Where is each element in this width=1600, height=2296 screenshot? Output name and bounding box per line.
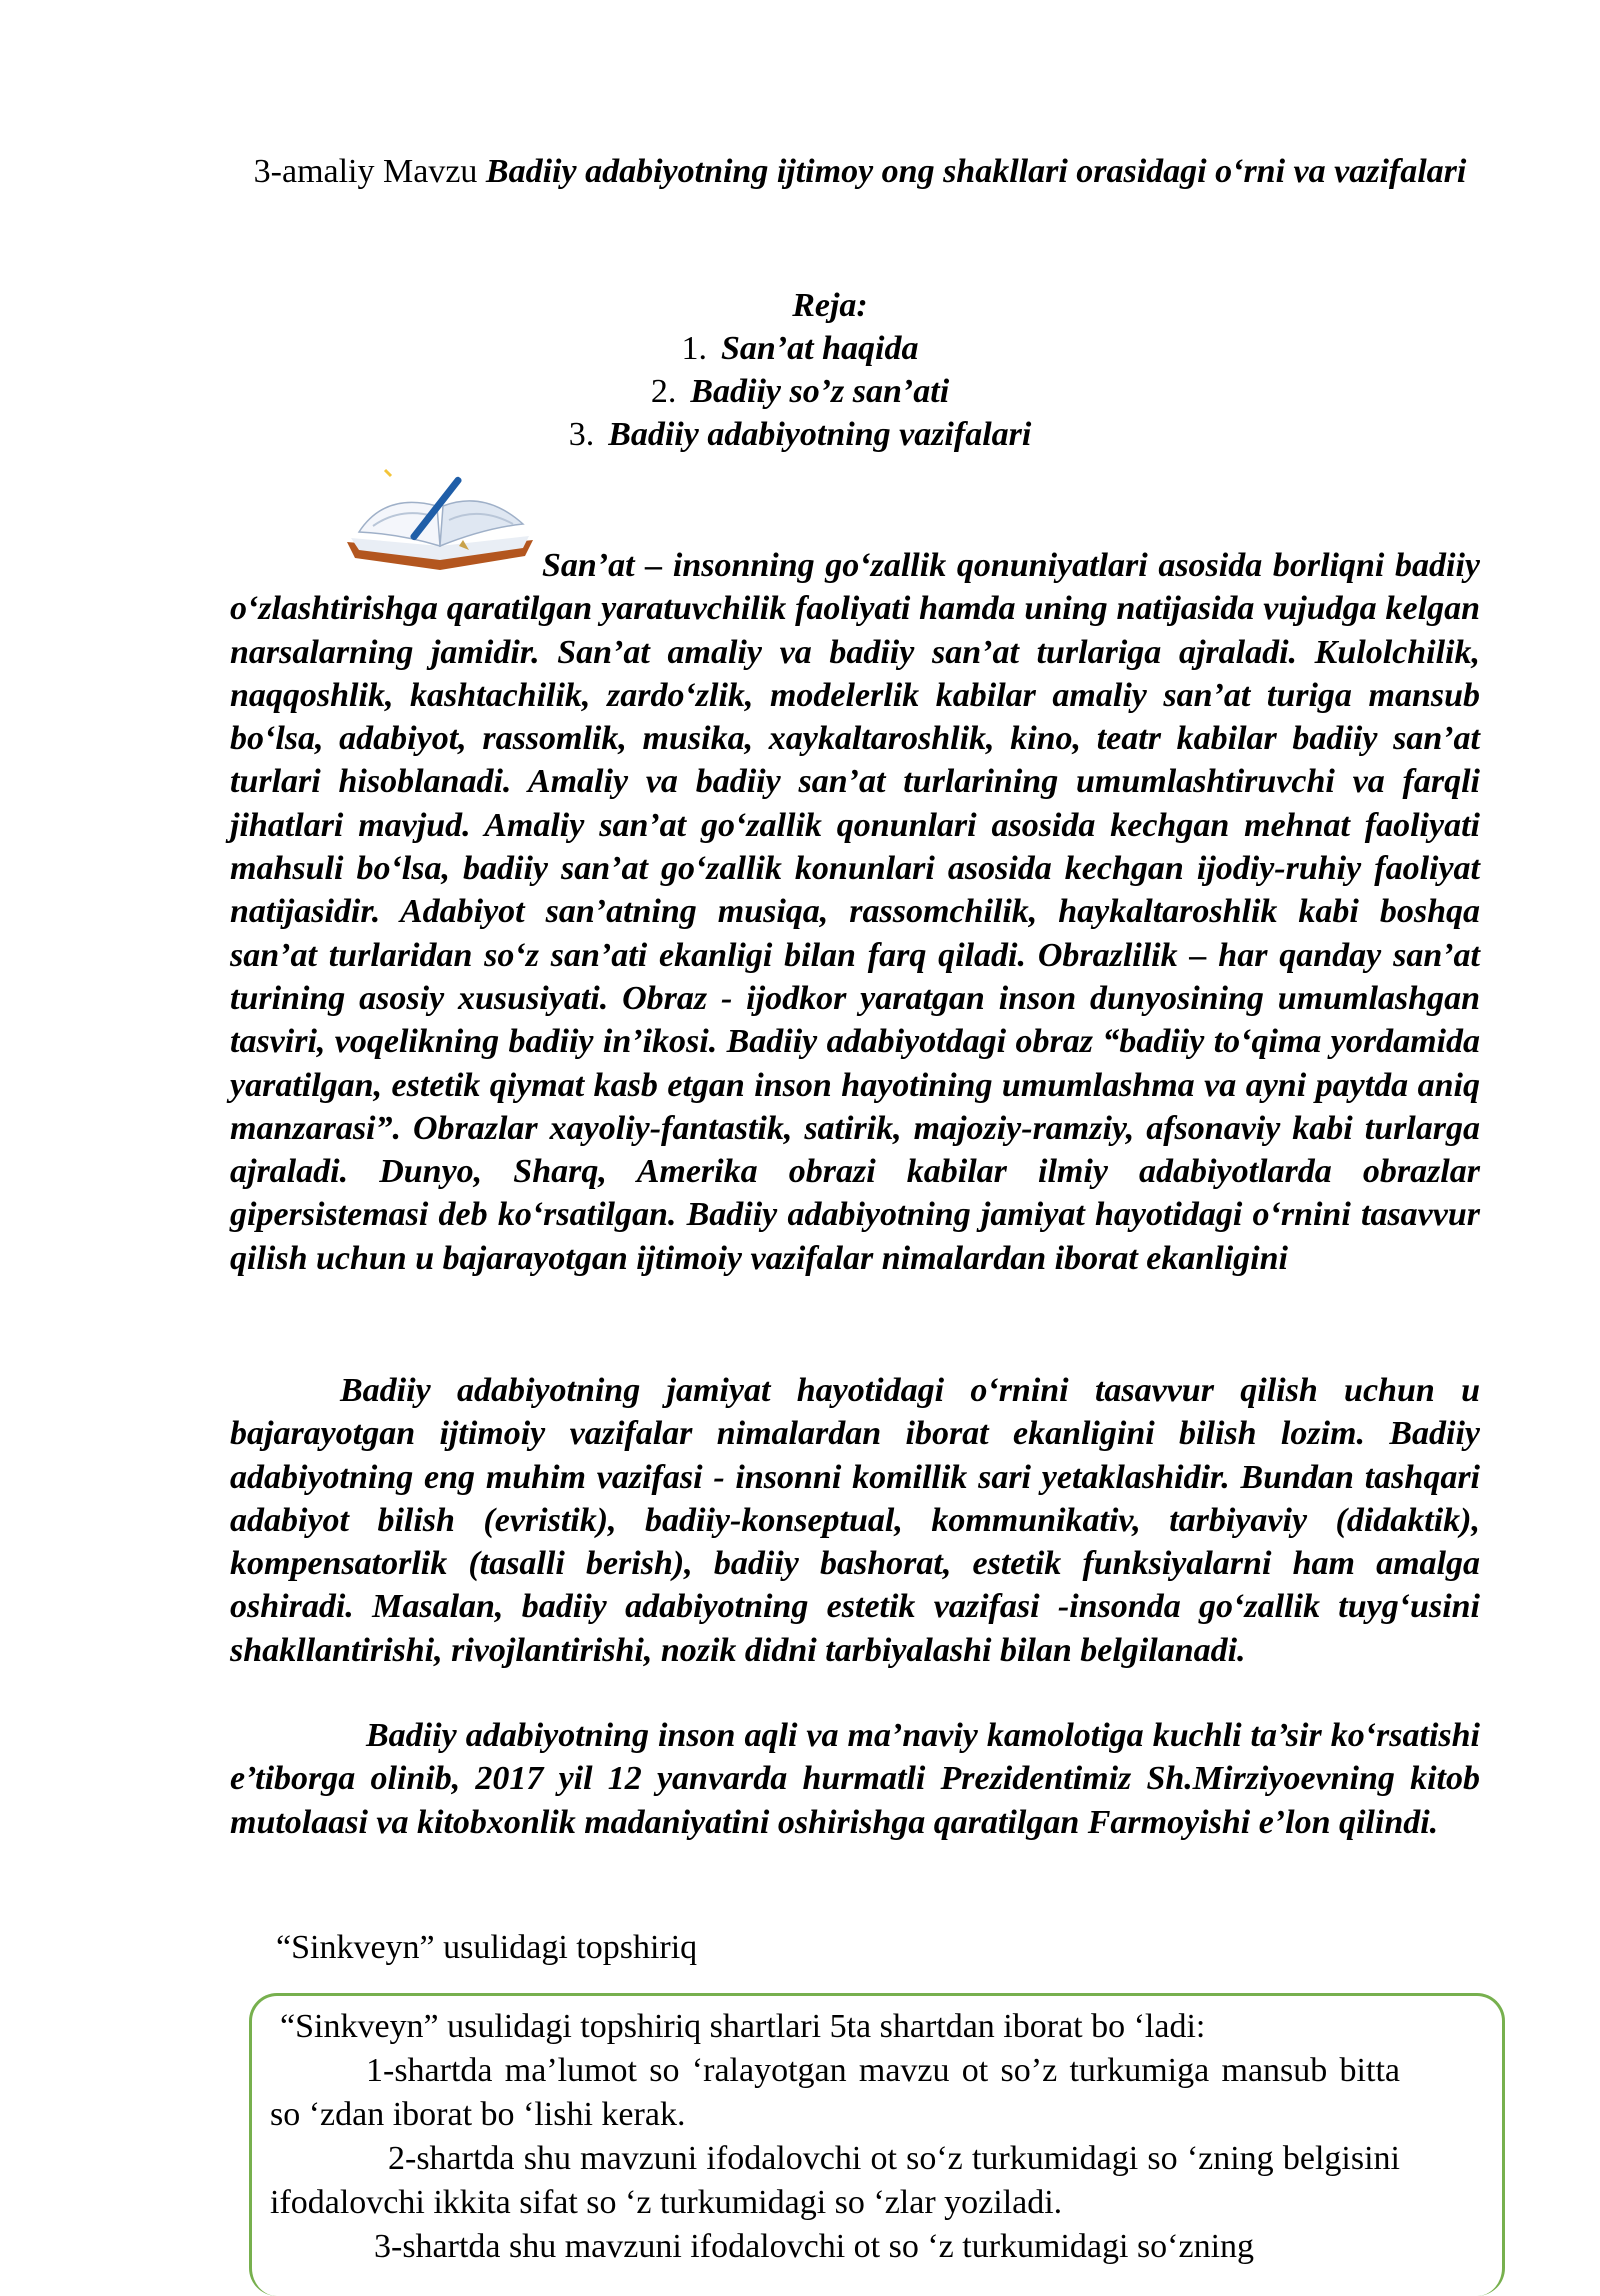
sinkveyn-condition: 3-shartda shu mavzuni ifodalovchi ot so ‘z turkumidagi so‘zning: [374, 2228, 1255, 2265]
title-topic: Badiiy adabiyotning ijtimoy ong shakllari orasidagi o‘rni va vazifalari: [485, 153, 1467, 190]
sinkveyn-condition: 1-shartda ma’lumot so ‘ralayotgan mavzu ot so’z turkumiga mansub bitta so ‘zdan iborat bo ‘lishi kerak.: [270, 2052, 1400, 2133]
plan-item: [0, 370, 1600, 413]
plan-list: [0, 327, 1600, 456]
plan-item: [0, 327, 1600, 370]
sinkveyn-label: “Sinkveyn” usulidagi topshiriq: [276, 1929, 698, 1966]
plan-item-number: 3.: [568, 416, 595, 453]
plan-item-number: 1.: [681, 330, 708, 367]
paragraph-presidential-decree: Badiiy adabiyotning inson aqli va ma’naviy kamolotiga kuchli ta’sir ko‘rsatishi e’tiborga olinib, 2017 yil 12 yanvarda hurmatli Prezidentimiz Sh.Mirziyoevning kitob mutolaasi va kitobxonlik madaniyatini oshirishga qaratilgan Farmoyishi e’lon qilindi.: [230, 1717, 1480, 1841]
plan-item: [0, 413, 1600, 456]
plan-section: [0, 284, 1600, 456]
document-title: [230, 150, 1490, 194]
plan-item-text: San’at haqida: [721, 330, 919, 367]
plan-item-number: 2.: [650, 373, 677, 410]
sinkveyn-condition: 2-shartda shu mavzuni ifodalovchi ot so‘z turkumidagi so ‘zning belgisini ifodalovchi ikkita sifat so ‘z turkumidagi so ‘zlar yoziladi.: [270, 2140, 1400, 2221]
plan-item-text: Badiiy so’z san’ati: [690, 373, 950, 410]
sinkveyn-intro: “Sinkveyn” usulidagi topshiriq shartlari 5ta shartdan iborat bo ‘ladi:: [280, 2008, 1206, 2045]
title-prefix: 3-amaliy Mavzu: [253, 153, 478, 190]
paragraph-art: San’at – insonning go‘zallik qonuniyatlari asosida borliqni badiiy o‘zlashtirishga qaratilgan yaratuvchilik faoliyati hamda uning natijasida vujudga kelgan narsalarning jamidir. San’at amaliy va badiiy san’at turlariga ajraladi. Kulolchilik, naqqoshlik, kashtachilik, zardo‘zlik, modelerlik kabilar amaliy san’at turiga mansub bo‘lsa, adabiyot, rassomlik, musika, xaykaltaroshlik, kino, teatr kabilar badiiy san’at turlari hisoblanadi. Amaliy va badiiy san’at turlarining umumlashtiruvchi va farqli jihatlari mavjud. Amaliy san’at go‘zallik qonunlari asosida kechgan mehnat faoliyati mahsuli bo‘lsa, badiiy san’at go‘zallik konunlari asosida kechgan ijodiy-ruhiy faoliyat natijasidir. Adabiyot san’atning musiqa, rassomchilik, haykaltaroshlik kabi boshqa san’at turlaridan so‘z san’ati ekanligi bilan farq qiladi. Obrazlilik – har qanday san’at turining asosiy xususiyati. Obraz - ijodkor yaratgan inson dunyosining umumlashgan tasviri, voqelikning badiiy in’ikosi. Badiiy adabiyotdagi obraz “badiiy to‘qima yordamida yaratilgan, estetik qiymat kasb etgan inson hayotining umumlashma va ayni paytda aniq manzarasi”. Obrazlar xayoliy-fantastik, satirik, majoziy-ramziy, afsonaviy kabi turlarga ajraladi. Dunyo, Sharq, Amerika obrazi kabilar ilmiy adabiyotlarda obrazlar gipersistemasi deb ko‘rsatilgan. Badiiy adabiyotning jamiyat hayotidagi o‘rnini tasavvur qilish uchun u bajarayotgan ijtimoiy vazifalar nimalardan iborat ekanligini: [230, 547, 1480, 1277]
paragraph-literature-functions: Badiiy adabiyotning jamiyat hayotidagi o‘rnini tasavvur qilish uchun u bajarayotgan ijtimoiy vazifalar nimalardan iborat ekanligini bilish lozim. Badiiy adabiyotning eng muhim vazifasi - insonni komillik sari yetaklashidir. Bundan tashqari adabiyot bilish (evristik), badiiy-konseptual, kommunikativ, tarbiyaviy (didaktik), kompensatorlik (tasalli berish), badiiy bashorat, estetik funksiyalarni ham amalga oshiradi. Masalan, badiiy adabiyotning estetik vazifasi -insonda go‘zallik tuyg‘usini shakllantirishi, rivojlantirishi, nozik didni tarbiyalashi bilan belgilanadi.: [230, 1372, 1480, 1669]
plan-heading: Reja:: [792, 287, 868, 324]
plan-item-text: Badiiy adabiyotning vazifalari: [608, 416, 1032, 453]
